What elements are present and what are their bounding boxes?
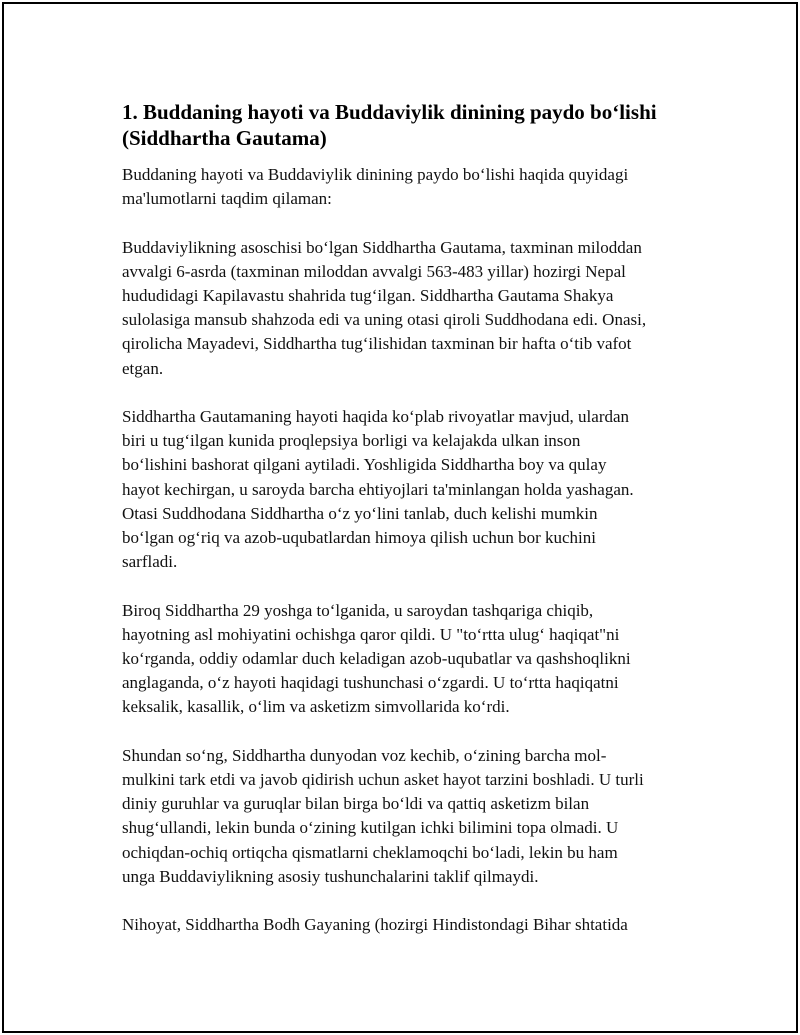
text-line: Siddhartha Gautamaning hayoti haqida ko‘plab rivoyatlar mavjud, ulardan <box>122 407 630 426</box>
text-line: anglaganda, o‘z hayoti haqidagi tushunchasi o‘zgardi. U to‘rtta haqiqatni <box>122 673 619 693</box>
paragraph <box>122 913 702 937</box>
text-line: qirolicha Mayadevi, Siddhartha tug‘ilishidan taxminan bir hafta o‘tib vafot <box>122 334 632 354</box>
text-line: biri u tug‘ilgan kunida proqlepsiya borligi va kelajakda ulkan inson <box>122 431 581 451</box>
paragraph <box>122 405 702 574</box>
text-line: ochiqdan-ochiq ortiqcha qismatlarni cheklamoqchi bo‘ladi, lekin bu ham <box>122 842 618 862</box>
text-line: sulolasiga mansub shahzoda edi va uning otasi qiroli Suddhodana edi. Onasi, <box>122 310 647 330</box>
text-line: shug‘ullandi, lekin bunda o‘zining kutilgan ichki bilimini topa olmadi. U <box>122 818 619 838</box>
text-line: mulkini tark etdi va javob qidirish uchun asket hayot tarzini boshladi. U turli <box>122 770 644 790</box>
text-line: Otasi Suddhodana Siddhartha o‘z yo‘lini tanlab, duch kelishi mumkin <box>122 503 598 523</box>
text-line: Biroq Siddhartha 29 yoshga to‘lganida, u saroydan tashqariga chiqib, <box>122 600 594 620</box>
text-line: bo‘lgan og‘riq va azob-uqubatlardan himoya qilish uchun bor kuchini <box>122 528 596 548</box>
text-line: avvalgi 6-asrda (taxminan miloddan avvalgi 563-483 yillar) hozirgi Nepal <box>122 261 626 281</box>
section-heading <box>122 99 702 151</box>
paragraph <box>122 599 702 720</box>
text-line: hududidagi Kapilavastu shahrida tug‘ilgan. Siddhartha Gautama Shakya <box>122 286 614 305</box>
text-line: hayot kechirgan, u saroyda barcha ehtiyojlari ta'minlangan holda yashagan. <box>122 479 634 499</box>
text-line: Buddaning hayoti va Buddaviylik dinining paydo bo‘lishi haqida quyidagi <box>122 165 629 184</box>
text-line: unga Buddaviylikning asosiy tushunchalarini taklif qilmaydi. <box>122 866 539 886</box>
text-line: diniy guruhlar va guruqlar bilan birga bo‘ldi va qattiq asketizm bilan <box>122 794 590 814</box>
text-line: sarfladi. <box>122 552 178 572</box>
text-line: Nihoyat, Siddhartha Bodh Gayaning (hozirgi Hindistondagi Bihar shtatida <box>122 915 628 935</box>
document-content <box>122 99 702 962</box>
heading-line: (Siddhartha Gautama) <box>122 126 327 150</box>
text-line: hayotning asl mohiyatini ochishga qaror qildi. U "to‘rtta ulug‘ haqiqat"ni <box>122 624 620 644</box>
paragraph <box>122 744 702 889</box>
heading-line: 1. Buddaning hayoti va Buddaviylik dinining paydo bo‘lishi <box>122 100 657 124</box>
text-line: ma'lumotlarni taqdim qilaman: <box>122 189 332 209</box>
text-line: etgan. <box>122 358 164 378</box>
text-line: Buddaviylikning asoschisi bo‘lgan Siddhartha Gautama, taxminan miloddan <box>122 237 642 257</box>
text-line: Shundan so‘ng, Siddhartha dunyodan voz kechib, o‘zining barcha mol- <box>122 745 607 765</box>
page-frame <box>2 2 798 1033</box>
text-line: ko‘rganda, oddiy odamlar duch keladigan azob-uqubatlar va qashshoqlikni <box>122 649 631 669</box>
text-line: bo‘lishini bashorat qilgani aytiladi. Yoshligida Siddhartha boy va qulay <box>122 455 607 475</box>
paragraph <box>122 236 702 381</box>
paragraph <box>122 163 702 211</box>
text-line: keksalik, kasallik, o‘lim va asketizm simvollarida ko‘rdi. <box>122 697 510 717</box>
